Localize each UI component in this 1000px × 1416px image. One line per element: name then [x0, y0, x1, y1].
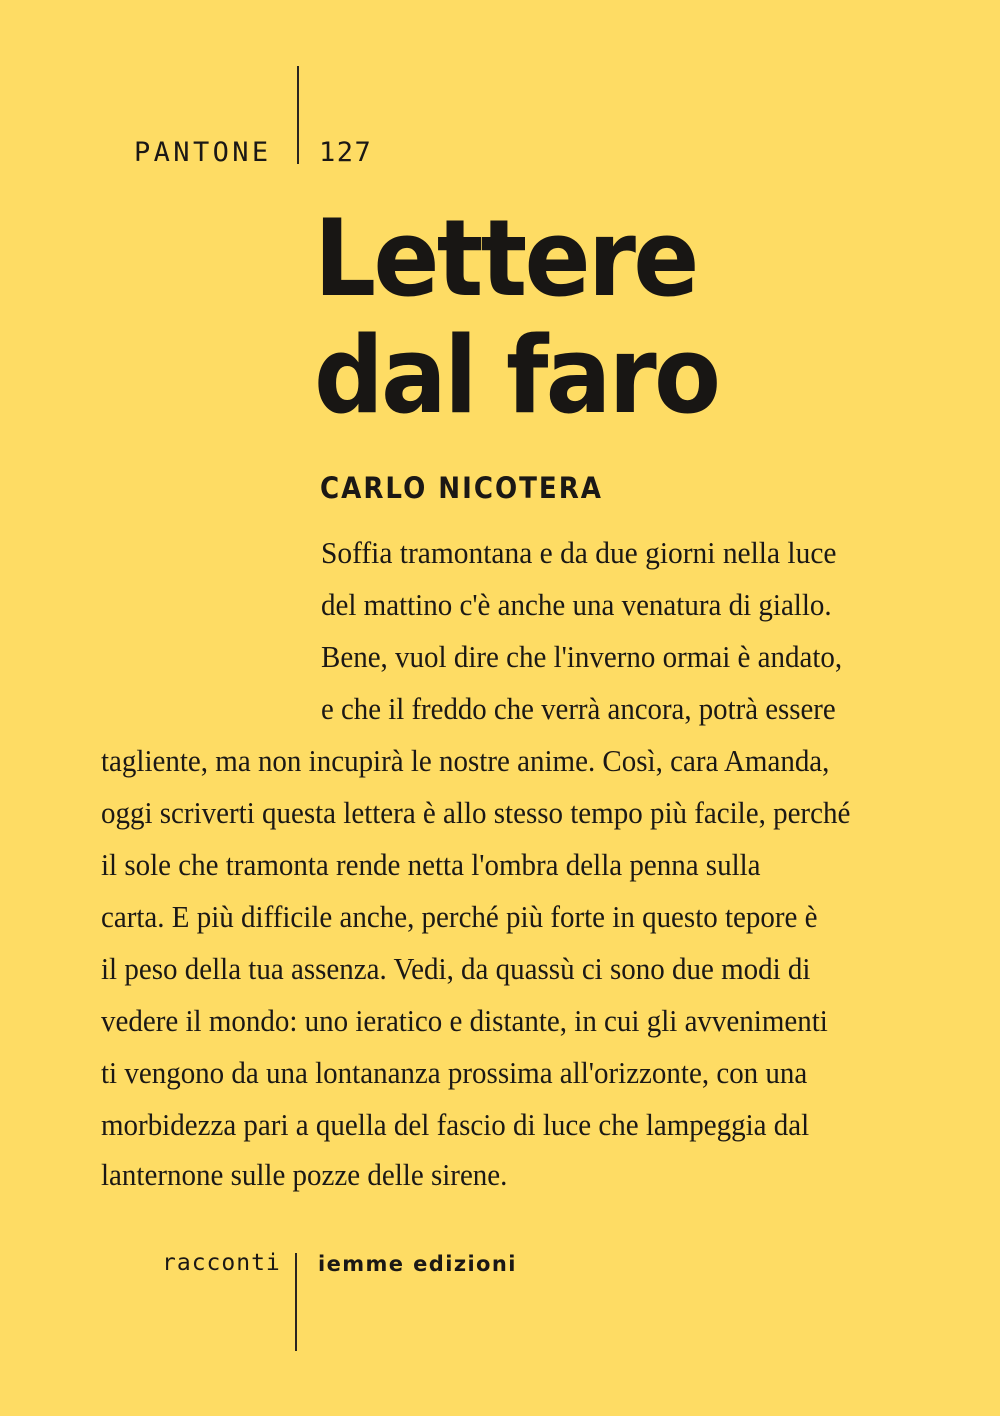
- excerpt-line: e che il freddo che verrà ancora, potrà essere: [321, 691, 836, 726]
- series-label: PANTONE: [134, 137, 272, 168]
- excerpt-line: morbidezza pari a quella del fascio di luce che lampeggia dal: [101, 1107, 810, 1142]
- book-title: [314, 197, 719, 437]
- book-title-line-2: dal faro: [314, 314, 719, 437]
- excerpt-line: il peso della tua assenza. Vedi, da quassù ci sono due modi di: [101, 951, 811, 986]
- series-number: 127: [319, 137, 373, 168]
- excerpt-line: Bene, vuol dire che l'inverno ormai è andato,: [321, 639, 843, 674]
- excerpt-line: carta. E più difficile anche, perché più forte in questo tepore è: [101, 899, 818, 934]
- book-title-line-1: Lettere: [314, 197, 697, 320]
- excerpt-line: del mattino c'è anche una venatura di giallo.: [321, 587, 832, 622]
- genre-label: racconti: [162, 1250, 281, 1276]
- excerpt-line: oggi scriverti questa lettera è allo stesso tempo più facile, perché: [101, 795, 851, 830]
- header-divider-rule: [297, 66, 299, 164]
- excerpt-line: lanternone sulle pozze delle sirene.: [101, 1157, 508, 1192]
- excerpt-line: vedere il mondo: uno ieratico e distante, in cui gli avvenimenti: [101, 1003, 828, 1038]
- excerpt-line: il sole che tramonta rende netta l'ombra della penna sulla: [101, 847, 761, 882]
- excerpt-line: Soffia tramontana e da due giorni nella luce: [321, 535, 837, 570]
- author-name: CARLO NICOTERA: [320, 471, 603, 505]
- excerpt-line: tagliente, ma non incupirà le nostre anime. Così, cara Amanda,: [101, 743, 830, 778]
- footer-divider-rule: [295, 1253, 297, 1351]
- publisher-name: iemme edizioni: [318, 1252, 517, 1276]
- excerpt-line: ti vengono da una lontananza prossima all'orizzonte, con una: [101, 1055, 808, 1090]
